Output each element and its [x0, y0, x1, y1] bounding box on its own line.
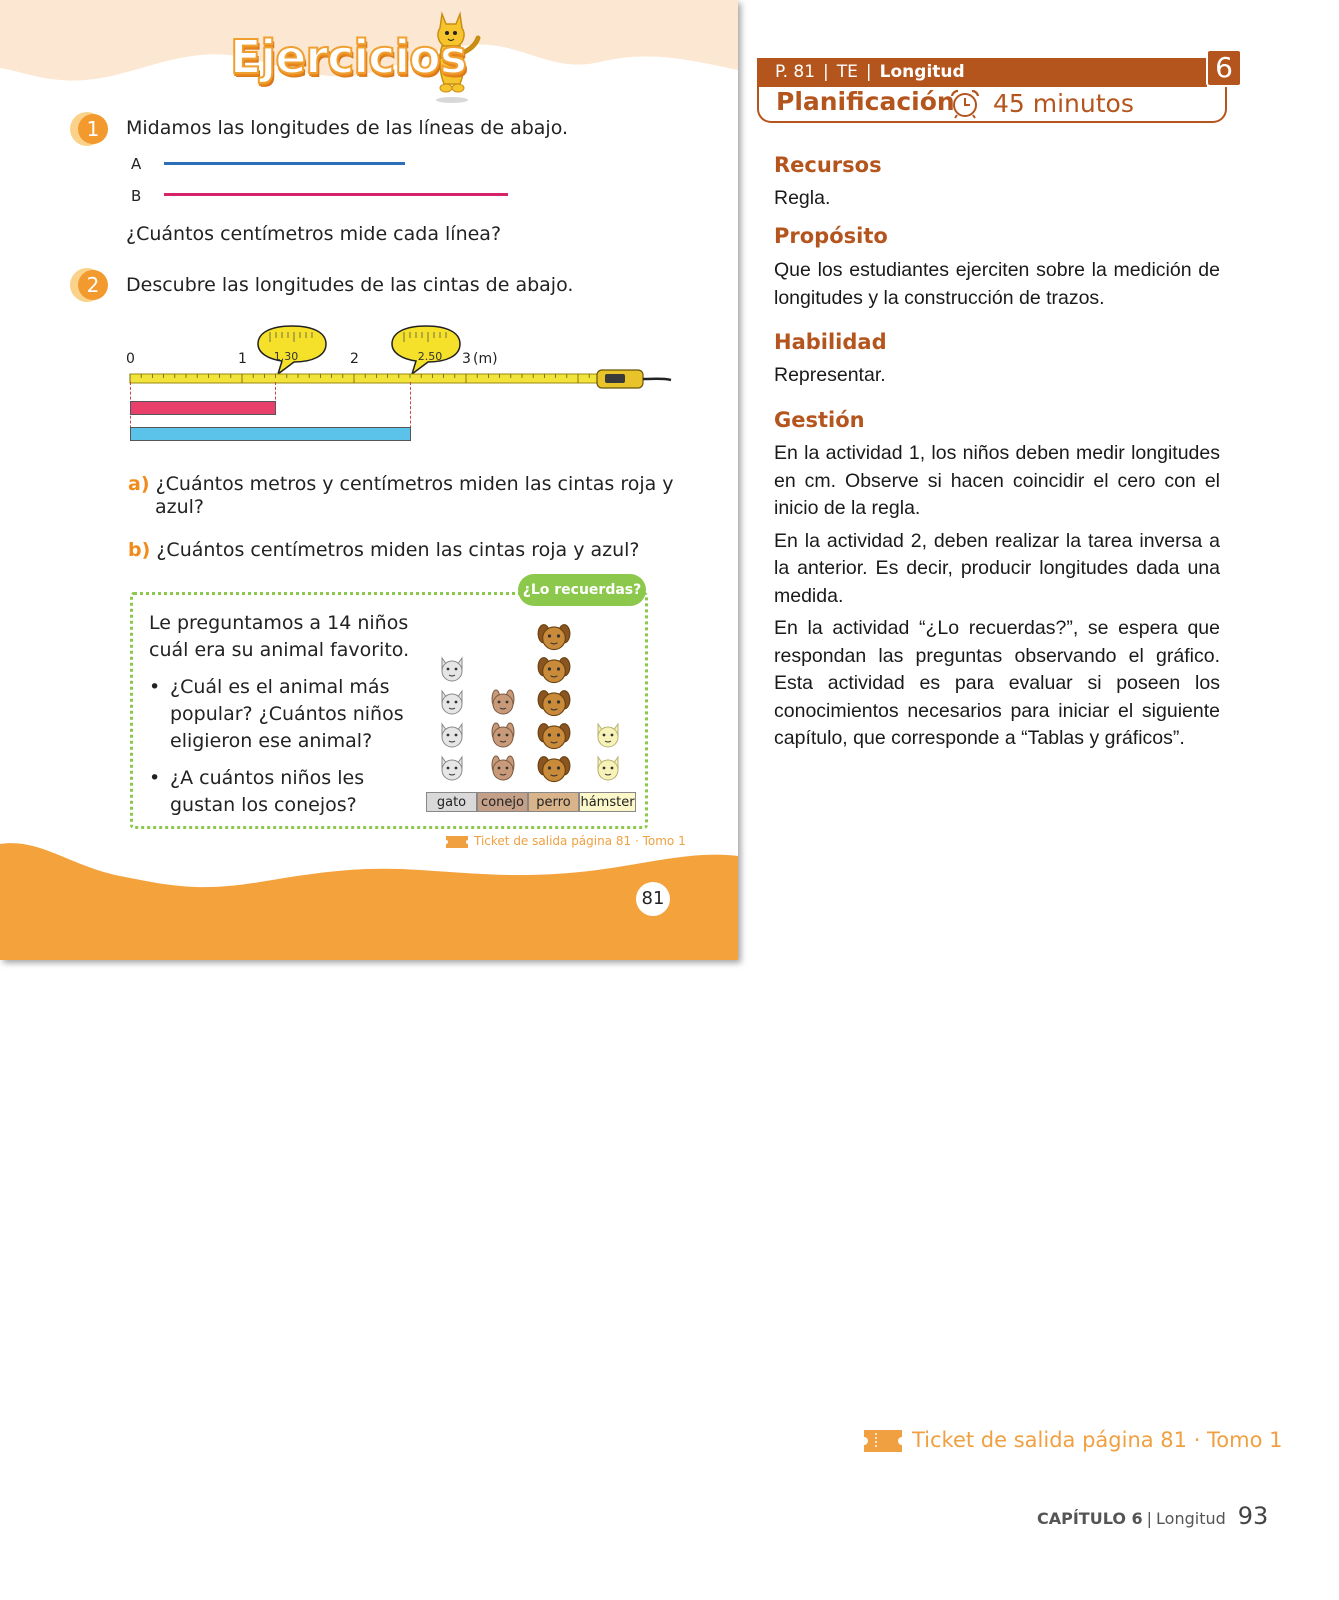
bullet-1-line2: popular? ¿Cuántos niños: [170, 703, 404, 725]
hamster-face-icon: [593, 753, 623, 783]
bullet-1-line1: ¿Cuál es el animal más: [170, 676, 390, 698]
cat-face-icon: [437, 687, 467, 717]
rabbit-face-icon: [488, 687, 518, 717]
recuerdas-intro-line2: cuál era su animal favorito.: [149, 639, 410, 661]
exercise-2-number: 2: [78, 270, 108, 300]
header-page: P. 81: [775, 62, 816, 82]
question-a-letter: a): [128, 473, 150, 495]
cat-face-icon: [437, 720, 467, 750]
ruler-label-3: 3: [462, 351, 471, 367]
question-a-text: ¿Cuántos metros y centímetros miden las cintas roja y: [155, 473, 674, 495]
footer-chapter: CAPÍTULO 6: [1037, 1509, 1143, 1528]
dog-face-icon: [537, 685, 571, 719]
pictogram-label-dog: perro: [528, 792, 579, 812]
header-text: P. 81 | TE | Longitud: [775, 62, 965, 82]
ruler-label-0: 0: [126, 351, 135, 367]
footer-separator: |: [1146, 1509, 1153, 1528]
planificacion-title: Planificación: [776, 87, 955, 116]
bottom-wave-decoration: [0, 836, 738, 960]
recuerdas-tag: ¿Lo recuerdas?: [518, 574, 646, 606]
chapter-badge: 6: [1206, 49, 1242, 87]
ejercicios-title: Ejercicios: [230, 30, 467, 84]
rabbit-face-icon: [488, 720, 518, 750]
ruler-unit: (m): [473, 351, 498, 367]
student-page-number: 81: [636, 882, 670, 916]
rabbit-face-icon: [488, 753, 518, 783]
hamster-face-icon: [593, 720, 623, 750]
student-page: [0, 0, 738, 960]
bubble-value-2: 2.50: [417, 350, 443, 363]
bullet-2-line2: gustan los conejos?: [170, 794, 357, 816]
line-b: [164, 193, 508, 196]
gestion-paragraph-1: En la actividad 1, los niños deben medir longitudes en cm. Observe si hacen coincidir el cero con el inicio de la regla.: [774, 442, 1220, 519]
dog-face-icon: [537, 718, 571, 752]
recursos-body: Regla.: [774, 187, 831, 209]
animal-pictogram: [426, 600, 638, 816]
exercise-2-badge: [70, 268, 110, 302]
red-tape: [130, 401, 276, 415]
dog-face-icon: [537, 652, 571, 686]
recursos-title: Recursos: [774, 153, 882, 177]
blue-tape: [130, 427, 411, 441]
pictogram-label-hamster: hámster: [579, 792, 636, 812]
exercise-1-question: ¿Cuántos centímetros mide cada línea?: [126, 223, 502, 245]
cat-face-icon: [437, 753, 467, 783]
exercise-1-badge: [70, 112, 110, 146]
header-topic: Longitud: [879, 62, 965, 82]
line-b-label: B: [131, 187, 142, 205]
ticket-small-text: Ticket de salida página 81 · Tomo 1: [474, 834, 686, 848]
bubble-value-1: 1.30: [273, 350, 299, 363]
dog-face-icon: [537, 751, 571, 785]
habilidad-body: Representar.: [774, 364, 886, 386]
footer-page-number: 93: [1237, 1502, 1269, 1530]
proposito-title: Propósito: [774, 224, 888, 248]
habilidad-title: Habilidad: [774, 330, 887, 354]
question-b: [128, 539, 640, 561]
question-b-letter: b): [128, 539, 151, 561]
gestion-paragraph-3: En la actividad “¿Lo recuerdas?”, se espera que respondan las preguntas observando el gráfico. Esta actividad es para evaluar si poseen los conocimientos necesarios para iniciar el siguiente capítulo, que corresponde a “Tablas y gráficos”.: [774, 617, 1220, 749]
recuerdas-intro-line1: Le preguntamos a 14 niños: [149, 612, 409, 634]
pictogram-label-rabbit: conejo: [477, 792, 528, 812]
ticket-small-icon: [446, 836, 468, 848]
ruler-label-2: 2: [350, 351, 359, 367]
dog-face-icon: [537, 619, 571, 653]
question-a-continuation: azul?: [155, 496, 205, 518]
pictogram-label-cat: gato: [426, 792, 477, 812]
line-a: [164, 162, 405, 165]
gestion-title: Gestión: [774, 408, 865, 432]
alarm-clock-icon: [948, 88, 982, 120]
ruler-label-1: 1: [238, 351, 247, 367]
question-b-text: ¿Cuántos centímetros miden las cintas roja y azul?: [156, 539, 640, 561]
planificacion-time: 45 minutos: [993, 89, 1134, 118]
bullet-2-line1: ¿A cuántos niños les: [170, 767, 365, 789]
exercise-2-instruction: Descubre las longitudes de las cintas de abajo.: [126, 274, 574, 296]
proposito-body: Que los estudiantes ejerciten sobre la medición de longitudes y la construcción de trazos.: [774, 259, 1220, 309]
line-a-label: A: [131, 155, 142, 173]
bullet-1-line3: eligieron ese animal?: [170, 730, 373, 752]
header-te: TE: [836, 62, 858, 82]
ticket-icon: [864, 1430, 902, 1452]
bullet-1-mark: •: [149, 676, 161, 698]
exercise-1-number: 1: [78, 114, 108, 144]
ticket-big-text: Ticket de salida página 81 · Tomo 1: [912, 1428, 1283, 1452]
gestion-paragraph-2: En la actividad 2, deben realizar la tarea inversa a la anterior. Es decir, producir longitudes dada una medida.: [774, 529, 1220, 607]
footer-topic: Longitud: [1156, 1509, 1226, 1528]
footer: [1037, 1502, 1268, 1530]
exercise-1-instruction: Midamos las longitudes de las líneas de abajo.: [126, 117, 569, 139]
question-a: [128, 473, 674, 495]
tape-measure: [125, 366, 675, 398]
cat-face-icon: [437, 654, 467, 684]
bullet-2-mark: •: [149, 767, 161, 789]
gestion-body: [774, 440, 1220, 758]
